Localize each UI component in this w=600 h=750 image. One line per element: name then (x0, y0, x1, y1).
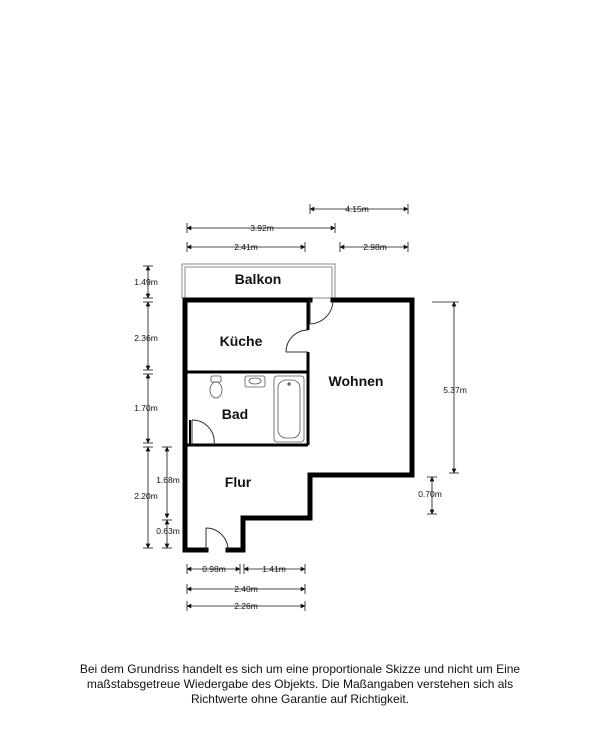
dim-top-right: 4.15m (345, 204, 369, 214)
disclaimer (30, 662, 570, 707)
toilet-icon (210, 376, 222, 398)
bad-door-swing (192, 420, 214, 445)
room-label-balkon: Balkon (234, 271, 282, 287)
room-label-kueche: Küche (219, 333, 263, 349)
disclaimer-line-3: Richtwerte ohne Garantie auf Richtigkeit. (190, 692, 410, 706)
disclaimer-line-2: maßstabsgetreue Wiedergabe des Objekts. Die Maßangaben verstehen sich als (86, 677, 514, 691)
dim-bottom-right: 1.41m (262, 564, 286, 574)
kueche-door-swing (286, 330, 308, 352)
dim-left-flur: 2.20m (134, 491, 158, 501)
bathtub-icon (274, 376, 304, 442)
entrance-door-swing (206, 528, 228, 550)
dim-bottom-total-b: 2.26m (234, 601, 258, 611)
dim-top-total: 3.92m (250, 223, 274, 233)
dim-left-bad: 1.70m (134, 403, 158, 413)
disclaimer-line-1: Bei dem Grundriss handelt es sich um eine proportionale Skizze und nicht um Eine (79, 662, 521, 676)
dim-top-balkon: 2.41m (234, 242, 258, 252)
dim-left-balkon: 1.49m (134, 277, 158, 287)
dim-left-kueche: 2.36m (134, 333, 158, 343)
dim-right-step: 0.70m (418, 489, 442, 499)
dim-left-flur-upper: 1.68m (156, 475, 180, 485)
dim-bottom-door: 0.98m (202, 564, 226, 574)
dim-left-entrance: 0.63m (156, 526, 180, 536)
room-label-bad: Bad (221, 406, 249, 422)
dim-right-wohnen: 5.37m (443, 385, 467, 395)
sink-icon (245, 376, 265, 387)
room-label-flur: Flur (224, 474, 252, 490)
room-label-wohnen: Wohnen (328, 373, 384, 389)
dim-bottom-total-a: 2.40m (234, 584, 258, 594)
dim-top-right-inner: 2.98m (363, 242, 387, 252)
balkon-door-swing (310, 300, 333, 324)
